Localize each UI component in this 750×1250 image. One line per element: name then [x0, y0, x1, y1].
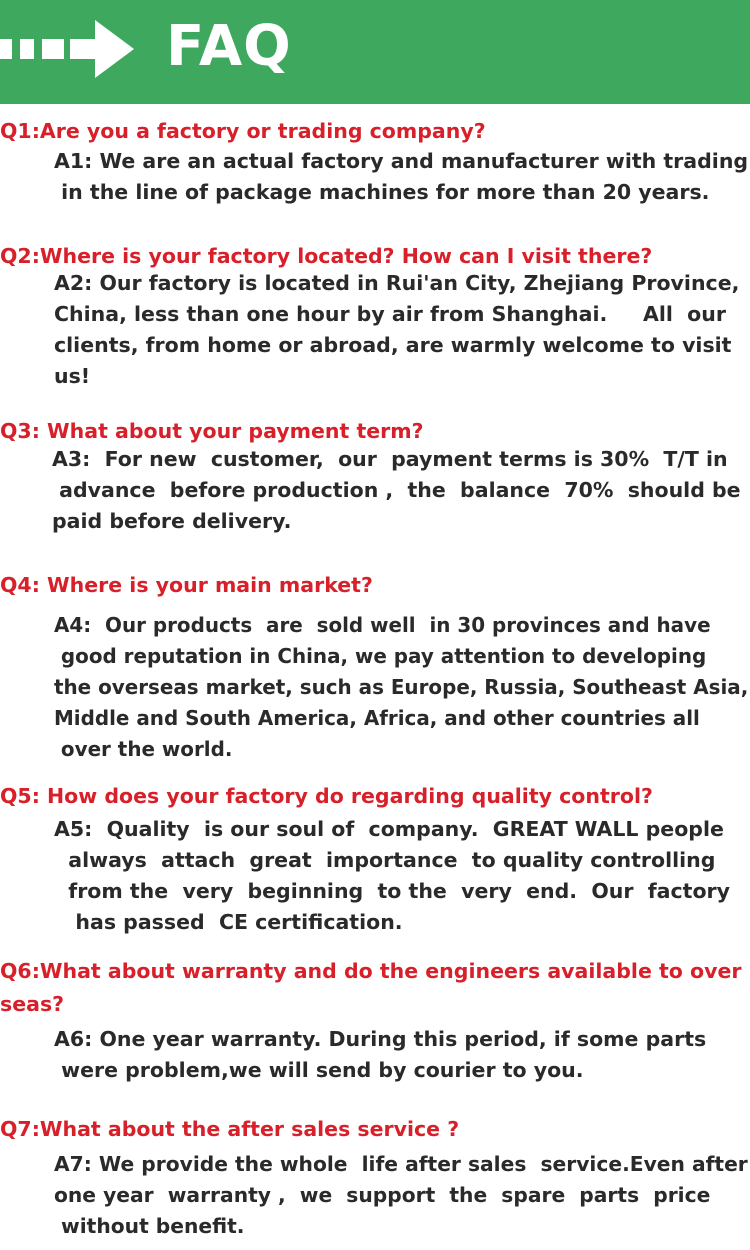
answer-line: China, less than one hour by air from Shanghai. All our — [54, 302, 726, 326]
answer-1 — [54, 146, 748, 208]
answer-6 — [54, 1024, 706, 1086]
answer-line: A2: Our factory is located in Rui'an City, Zhejiang Province, — [54, 271, 740, 295]
answer-line: has passed CE certification. — [54, 910, 403, 934]
answer-line: A3: For new customer, our payment terms is 30% T/T in — [52, 447, 728, 471]
question-1: Q1:Are you a factory or trading company? — [0, 119, 486, 143]
answer-line: us! — [54, 364, 91, 388]
answer-line: A5: Quality is our soul of company. GREAT WALL people — [54, 817, 724, 841]
question-6-cont: seas? — [0, 992, 65, 1016]
faq-header — [0, 0, 750, 104]
question-5: Q5: How does your factory do regarding quality control? — [0, 784, 653, 808]
answer-line: from the very beginning to the very end. Our factory — [54, 879, 731, 903]
question-7: Q7:What about the after sales service ? — [0, 1117, 460, 1141]
answer-line: A1: We are an actual factory and manufacturer with trading — [54, 149, 749, 173]
question-3: Q3: What about your payment term? — [0, 419, 424, 443]
answer-line: always attach great importance to quality controlling — [54, 848, 716, 872]
answer-line: clients, from home or abroad, are warmly welcome to visit — [54, 333, 732, 357]
question-4: Q4: Where is your main market? — [0, 573, 373, 597]
answer-line: in the line of package machines for more than 20 years. — [54, 180, 710, 204]
answer-line: one year warranty , we support the spare parts price — [54, 1183, 711, 1207]
answer-2 — [54, 268, 739, 392]
page-title: FAQ — [166, 14, 292, 79]
answer-line: without benefit. — [54, 1214, 245, 1238]
answer-4 — [54, 610, 750, 765]
question-2: Q2:Where is your factory located? How can I visit there? — [0, 244, 653, 268]
arrow-right-icon — [0, 14, 150, 84]
answer-line: advance before production , the balance 70% should be — [52, 478, 741, 502]
answer-line: over the world. — [54, 737, 233, 761]
answer-line: good reputation in China, we pay attention to developing — [54, 644, 707, 668]
answer-line: A6: One year warranty. During this period, if some parts — [54, 1027, 707, 1051]
answer-line: paid before delivery. — [52, 509, 292, 533]
answer-5 — [54, 814, 730, 938]
answer-line: A4: Our products are sold well in 30 provinces and have — [54, 613, 711, 637]
answer-line: Middle and South America, Africa, and other countries all — [54, 706, 700, 730]
question-6: Q6:What about warranty and do the engineers available to over — [0, 959, 742, 983]
answer-line: the overseas market, such as Europe, Russia, Southeast Asia, — [54, 675, 749, 699]
answer-3 — [52, 444, 741, 537]
answer-line: A7: We provide the whole life after sales service.Even after — [54, 1152, 748, 1176]
answer-7 — [54, 1149, 750, 1242]
answer-line: were problem,we will send by courier to you. — [54, 1058, 584, 1082]
